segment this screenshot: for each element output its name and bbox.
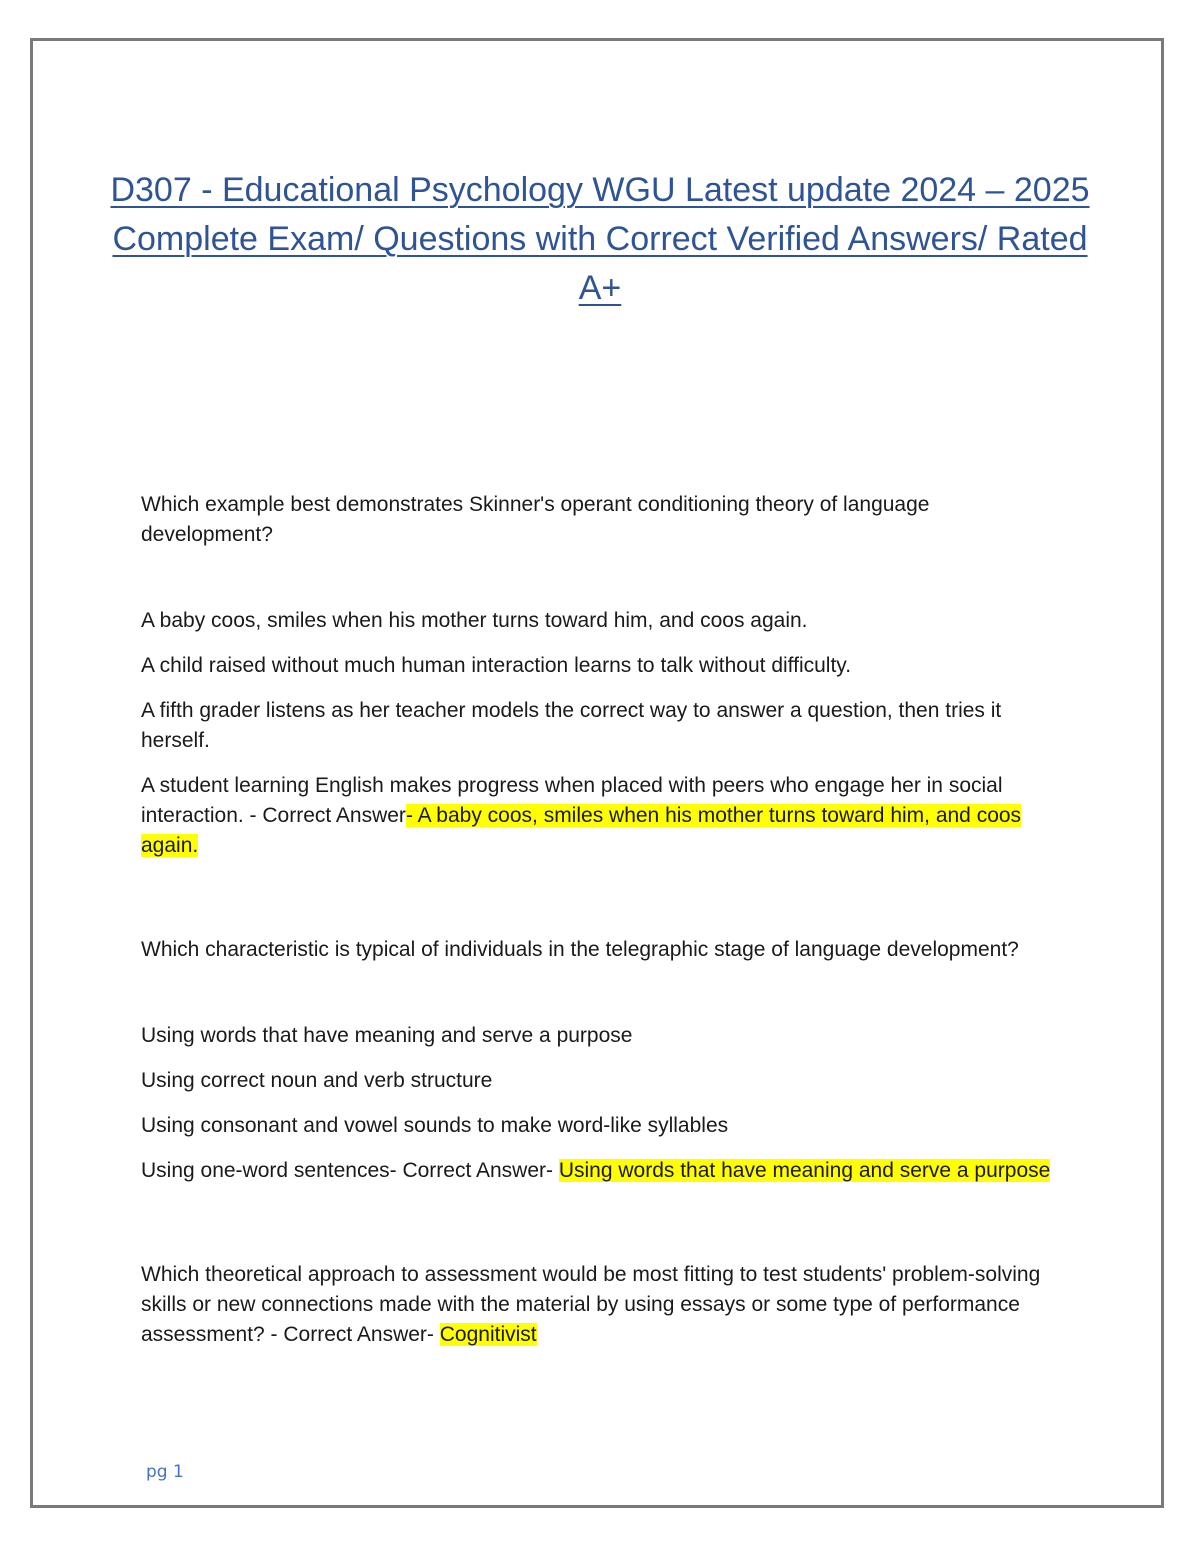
question-block-1 — [141, 490, 1061, 861]
answer-option-text: A student learning English makes progress when placed with peers who engage her in social interaction. - Correct Answer — [141, 774, 1003, 827]
question-block-3 — [141, 1260, 1061, 1350]
question-block-2 — [141, 935, 1061, 1186]
correct-answer-highlight: Using words that have meaning and serve a purpose — [558, 1159, 1051, 1182]
question-text: Which theoretical approach to assessment would be most fitting to test students' problem-solving skills or new connections made with the material by using essays or some type of performance assessment? - Correct Answer- — [141, 1263, 1041, 1346]
answer-option: Using correct noun and verb structure — [141, 1069, 493, 1092]
document-title: D307 - Educational Psychology WGU Latest update 2024 – 2025 Complete Exam/ Questions with Correct Verified Answers/ Rated A+ — [110, 171, 1090, 307]
correct-answer-highlight: Cognitivist — [439, 1323, 537, 1346]
correct-answer-highlight: - A baby coos, smiles when his mother turns toward him, and coos again. — [141, 804, 1022, 857]
answer-option: A child raised without much human interaction learns to talk without difficulty. — [141, 654, 852, 677]
answer-option-with-correct-answer — [141, 771, 1061, 861]
answer-option: Using consonant and vowel sounds to make word-like syllables — [141, 1114, 729, 1137]
answer-option-text: Using one-word sentences- Correct Answer- — [141, 1159, 559, 1182]
answer-option: A fifth grader listens as her teacher models the correct way to answer a question, then tries it herself. — [141, 699, 1002, 752]
document-body — [141, 490, 1061, 1350]
question-text: Which characteristic is typical of individuals in the telegraphic stage of language development? — [141, 938, 1019, 961]
answer-option-with-correct-answer — [141, 1156, 1061, 1186]
page-number: pg 1 — [146, 1462, 184, 1482]
answer-option: Using words that have meaning and serve a purpose — [141, 1024, 633, 1047]
question-with-correct-answer — [141, 1260, 1061, 1350]
question-text: Which example best demonstrates Skinner's operant conditioning theory of language development? — [141, 493, 930, 546]
answer-option: A baby coos, smiles when his mother turns toward him, and coos again. — [141, 609, 808, 632]
